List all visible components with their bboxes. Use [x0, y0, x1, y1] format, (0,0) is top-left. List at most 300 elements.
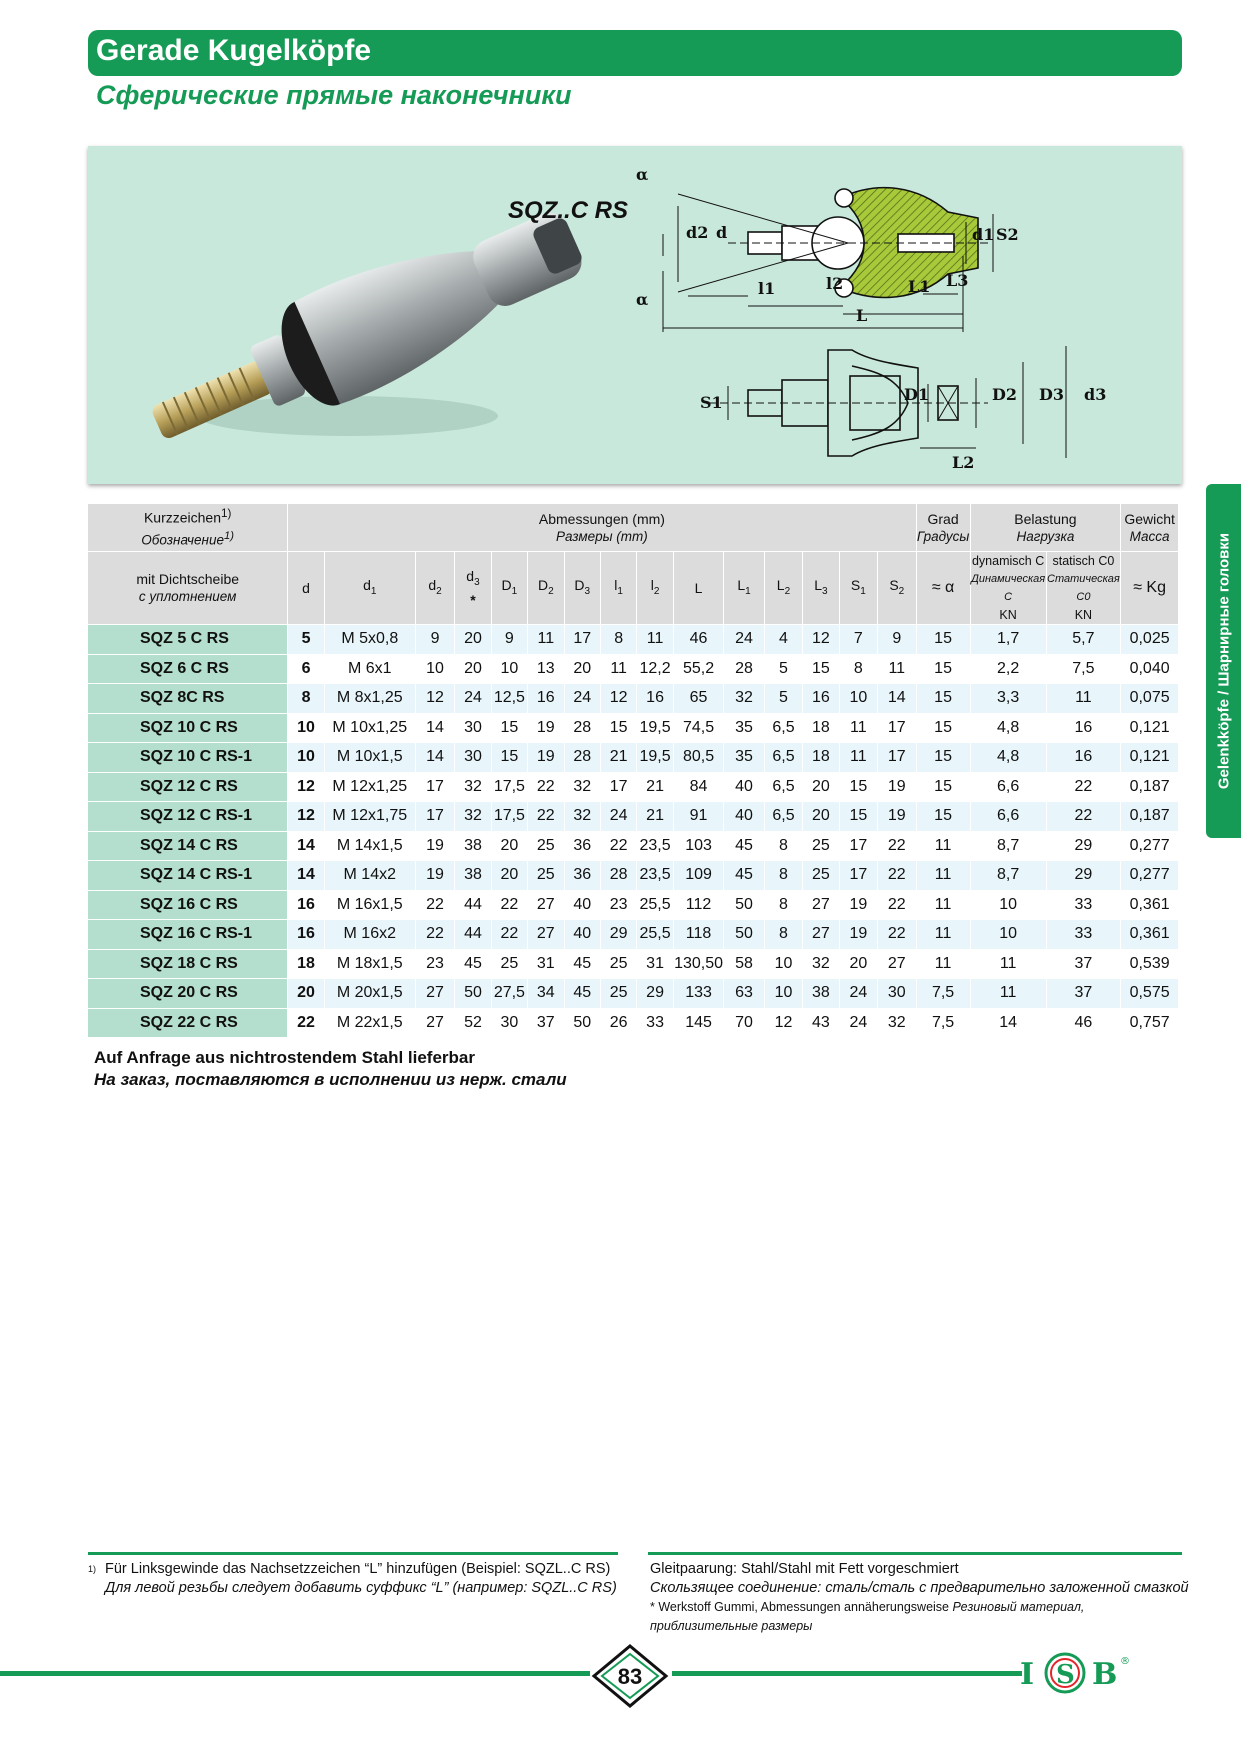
cell-S2: 19: [878, 802, 916, 832]
cell-code: SQZ 22 C RS: [88, 1009, 288, 1039]
cell-d: 8: [288, 684, 324, 714]
side-tab-label: Gelenkköpfe / Шарнирные головки: [1215, 532, 1232, 790]
cell-alpha: 15: [917, 773, 971, 803]
cell-S1: 19: [840, 891, 878, 921]
cell-d1: M 20x1,5: [325, 979, 416, 1009]
footnote-left-ru: Для левой резьбы следует добавить суффикс “L” (например: SQZL..C RS): [105, 1580, 617, 1596]
cell-dynamic: 6,6: [971, 802, 1047, 832]
cell-D2: 34: [528, 979, 564, 1009]
cell-S2: 14: [878, 684, 916, 714]
cell-d3: 50: [455, 979, 491, 1009]
cell-L1: 28: [724, 655, 764, 685]
col-l2: $l_2$: [637, 552, 673, 625]
cell-l1: 17: [601, 773, 637, 803]
col-kg: ≈ Kg: [1121, 552, 1179, 625]
cell-S2: 9: [878, 625, 916, 655]
cell-l1: 26: [601, 1009, 637, 1039]
bottom-bar-left: [0, 1671, 590, 1676]
stainless-note-de: Auf Anfrage aus nichtrostendem Stahl lieferbar: [94, 1048, 475, 1067]
col-d: d: [288, 552, 324, 625]
cell-L1: 58: [724, 950, 764, 980]
header-grad: Grad Градусы: [917, 504, 971, 552]
cell-dynamic: 10: [971, 920, 1047, 950]
svg-text:®: ®: [1120, 1656, 1130, 1667]
cell-code: SQZ 10 C RS: [88, 714, 288, 744]
footnote-marker: 1): [88, 1564, 97, 1574]
cell-S1: 24: [840, 1009, 878, 1039]
cell-D3: 40: [565, 891, 601, 921]
cell-d3: 38: [455, 832, 491, 862]
header-abmessungen: Abmessungen (mm) Размеры (mm): [288, 504, 916, 552]
cell-L: 80,5: [674, 743, 725, 773]
table-row: [88, 1009, 1179, 1039]
cell-d2: 19: [416, 861, 455, 891]
dim-d: d: [716, 223, 728, 242]
footnote-right: [650, 1560, 1190, 1636]
cell-L2: 6,5: [765, 714, 803, 744]
col-alpha: ≈ α: [917, 552, 971, 625]
cell-D3: 50: [565, 1009, 601, 1039]
cell-l2: 12,2: [637, 655, 673, 685]
table-row: [88, 950, 1179, 980]
cell-code: SQZ 14 C RS-1: [88, 861, 288, 891]
svg-text:I: I: [1020, 1657, 1035, 1692]
cell-d1: M 18x1,5: [325, 950, 416, 980]
cell-S2: 22: [878, 832, 916, 862]
dim-d2: d2: [686, 223, 709, 242]
cell-alpha: 15: [917, 655, 971, 685]
product-photo: [134, 186, 597, 476]
cell-d3: 44: [455, 891, 491, 921]
cell-L: 46: [674, 625, 725, 655]
cell-l2: 19,5: [637, 743, 673, 773]
cell-l2: 25,5: [637, 891, 673, 921]
dim-S1: S1: [700, 393, 723, 412]
cell-static: 33: [1047, 891, 1122, 921]
cell-L3: 18: [803, 714, 839, 744]
cell-d: 5: [288, 625, 324, 655]
col-L2: $L_2$: [765, 552, 803, 625]
cell-d2: 10: [416, 655, 455, 685]
cell-static: 29: [1047, 861, 1122, 891]
cell-L2: 8: [765, 861, 803, 891]
cell-d2: 17: [416, 802, 455, 832]
cell-code: SQZ 6 C RS: [88, 655, 288, 685]
cell-L: 91: [674, 802, 725, 832]
col-S1: $S_1$: [840, 552, 878, 625]
cell-static: 33: [1047, 920, 1122, 950]
cell-L3: 43: [803, 1009, 839, 1039]
dim-S2: S2: [996, 225, 1019, 244]
cell-S1: 17: [840, 832, 878, 862]
cell-d1: M 5x0,8: [325, 625, 416, 655]
cell-L3: 25: [803, 832, 839, 862]
cell-kg: 0,040: [1121, 655, 1179, 685]
cell-S1: 10: [840, 684, 878, 714]
cell-D2: 27: [528, 891, 564, 921]
cell-code: SQZ 14 C RS: [88, 832, 288, 862]
cell-d1: M 22x1,5: [325, 1009, 416, 1039]
cell-D1: 15: [492, 714, 528, 744]
cell-alpha: 15: [917, 714, 971, 744]
cell-d1: M 12x1,75: [325, 802, 416, 832]
col-dynamic: dynamisch C Динамическая C KN: [971, 552, 1047, 625]
cell-D1: 25: [492, 950, 528, 980]
cell-L2: 8: [765, 891, 803, 921]
cell-l2: 21: [637, 773, 673, 803]
cell-d3: 38: [455, 861, 491, 891]
cell-S1: 17: [840, 861, 878, 891]
cell-code: SQZ 16 C RS: [88, 891, 288, 921]
cell-l1: 23: [601, 891, 637, 921]
cell-d: 14: [288, 832, 324, 862]
cell-D3: 45: [565, 950, 601, 980]
cell-D3: 36: [565, 832, 601, 862]
col-static: statisch C0 Статическая C0 KN: [1047, 552, 1122, 625]
cell-d3: 30: [455, 714, 491, 744]
cell-d1: M 14x2: [325, 861, 416, 891]
cell-static: 22: [1047, 773, 1122, 803]
cell-d1: M 10x1,25: [325, 714, 416, 744]
cell-d: 12: [288, 773, 324, 803]
cell-D3: 28: [565, 743, 601, 773]
cell-dynamic: 2,2: [971, 655, 1047, 685]
cell-kg: 0,361: [1121, 920, 1179, 950]
model-label: SQZ..C RS: [508, 197, 629, 224]
cell-D1: 9: [492, 625, 528, 655]
cell-d: 20: [288, 979, 324, 1009]
col-D1: $D_1$: [492, 552, 528, 625]
cell-dynamic: 11: [971, 950, 1047, 980]
cell-kg: 0,361: [1121, 891, 1179, 921]
table-row: [88, 773, 1179, 803]
cell-L1: 50: [724, 891, 764, 921]
cell-d2: 19: [416, 832, 455, 862]
cell-L3: 32: [803, 950, 839, 980]
header-dichtscheibe: mit Dichtscheibe с уплотнением: [88, 552, 288, 625]
col-l1: $l_1$: [601, 552, 637, 625]
dim-L: L: [856, 306, 868, 325]
cell-alpha: 11: [917, 861, 971, 891]
cell-d3: 30: [455, 743, 491, 773]
cell-l2: 19,5: [637, 714, 673, 744]
cell-d: 12: [288, 802, 324, 832]
cell-d2: 23: [416, 950, 455, 980]
table-row: [88, 891, 1179, 921]
cell-D3: 32: [565, 773, 601, 803]
cell-D3: 17: [565, 625, 601, 655]
footnote-star: * Werkstoff Gummi, Abmessungen annäherungsweise Резиновый материал, приблизительные размеры: [650, 1600, 1085, 1633]
cell-static: 29: [1047, 832, 1122, 862]
cell-kg: 0,277: [1121, 861, 1179, 891]
cell-S1: 24: [840, 979, 878, 1009]
cell-D3: 28: [565, 714, 601, 744]
cell-D2: 19: [528, 743, 564, 773]
cell-d: 22: [288, 1009, 324, 1039]
cell-alpha: 11: [917, 891, 971, 921]
col-D2: $D_2$: [528, 552, 564, 625]
cell-D2: 37: [528, 1009, 564, 1039]
cell-kg: 0,121: [1121, 714, 1179, 744]
cell-L1: 45: [724, 832, 764, 862]
cell-L: 109: [674, 861, 725, 891]
svg-text:S: S: [1056, 1660, 1075, 1690]
cell-l1: 25: [601, 979, 637, 1009]
cell-d3: 32: [455, 802, 491, 832]
col-D3: $D_3$: [565, 552, 601, 625]
cell-static: 11: [1047, 684, 1122, 714]
cell-d: 18: [288, 950, 324, 980]
cell-alpha: 15: [917, 625, 971, 655]
dim-D1: D1: [904, 385, 930, 404]
cell-L1: 40: [724, 802, 764, 832]
cell-dynamic: 8,7: [971, 861, 1047, 891]
cell-S2: 32: [878, 1009, 916, 1039]
cell-kg: 0,121: [1121, 743, 1179, 773]
cell-kg: 0,277: [1121, 832, 1179, 862]
cell-code: SQZ 8C RS: [88, 684, 288, 714]
cell-L: 65: [674, 684, 725, 714]
col-L3: $L_3$: [803, 552, 839, 625]
cell-D2: 27: [528, 920, 564, 950]
cell-D3: 45: [565, 979, 601, 1009]
dim-D2: D2: [992, 385, 1018, 404]
cell-kg: 0,025: [1121, 625, 1179, 655]
cell-d1: M 16x1,5: [325, 891, 416, 921]
cell-d: 14: [288, 861, 324, 891]
cell-dynamic: 6,6: [971, 773, 1047, 803]
cell-S1: 15: [840, 802, 878, 832]
dim-d3: d3: [1084, 385, 1107, 404]
cell-static: 16: [1047, 743, 1122, 773]
cell-d1: M 12x1,25: [325, 773, 416, 803]
cell-D3: 36: [565, 861, 601, 891]
cell-D1: 17,5: [492, 773, 528, 803]
header-gewicht: Gewicht Масса: [1121, 504, 1179, 552]
alpha-label-top: α: [636, 165, 649, 184]
cell-l1: 29: [601, 920, 637, 950]
spec-table-body: [88, 625, 1179, 1038]
cell-D1: 22: [492, 920, 528, 950]
cell-D2: 11: [528, 625, 564, 655]
cell-l1: 24: [601, 802, 637, 832]
cell-l1: 11: [601, 655, 637, 685]
cell-S1: 11: [840, 714, 878, 744]
cell-d2: 27: [416, 979, 455, 1009]
cell-d3: 20: [455, 655, 491, 685]
table-row: [88, 979, 1179, 1009]
cell-code: SQZ 20 C RS: [88, 979, 288, 1009]
cell-d2: 27: [416, 1009, 455, 1039]
cell-L2: 5: [765, 684, 803, 714]
cell-S2: 22: [878, 920, 916, 950]
cell-code: SQZ 5 C RS: [88, 625, 288, 655]
cell-d2: 17: [416, 773, 455, 803]
cell-dynamic: 4,8: [971, 714, 1047, 744]
cell-l1: 15: [601, 714, 637, 744]
cell-code: SQZ 16 C RS-1: [88, 920, 288, 950]
cell-code: SQZ 12 C RS: [88, 773, 288, 803]
cell-L3: 20: [803, 773, 839, 803]
cell-L2: 6,5: [765, 743, 803, 773]
dim-L2: L2: [952, 453, 975, 472]
cell-S1: 19: [840, 920, 878, 950]
cell-d3: 20: [455, 625, 491, 655]
cell-S1: 11: [840, 743, 878, 773]
cell-D2: 25: [528, 832, 564, 862]
dim-d1: d1: [972, 225, 995, 244]
cell-L1: 24: [724, 625, 764, 655]
cell-L: 145: [674, 1009, 725, 1039]
cell-static: 37: [1047, 950, 1122, 980]
cell-alpha: 11: [917, 920, 971, 950]
cell-L2: 10: [765, 950, 803, 980]
cell-S2: 22: [878, 891, 916, 921]
col-d3: $d_3$ *: [455, 552, 491, 625]
footnote-left-de: Für Linksgewinde das Nachsetzzeichen “L” hinzufügen (Beispiel: SQZL..C RS): [105, 1561, 611, 1577]
page-number: 83: [617, 1664, 643, 1689]
cell-D2: 22: [528, 773, 564, 803]
spec-table: [88, 504, 1179, 1038]
col-L1: $L_1$: [724, 552, 764, 625]
cell-l2: 31: [637, 950, 673, 980]
cell-L: 103: [674, 832, 725, 862]
cell-L: 118: [674, 920, 725, 950]
header-kurzzeichen: Kurzzeichen$^{1)}$ Обозначение$^{1)}$: [88, 504, 288, 552]
table-row: [88, 861, 1179, 891]
cell-L1: 63: [724, 979, 764, 1009]
cell-D1: 22: [492, 891, 528, 921]
cell-alpha: 15: [917, 684, 971, 714]
cell-S2: 19: [878, 773, 916, 803]
cell-alpha: 15: [917, 743, 971, 773]
cell-L2: 6,5: [765, 773, 803, 803]
cell-alpha: 11: [917, 950, 971, 980]
stainless-note-ru: На заказ, поставляются в исполнении из нерж. стали: [94, 1070, 567, 1089]
cell-D2: 13: [528, 655, 564, 685]
cell-D2: 25: [528, 861, 564, 891]
cell-L: 74,5: [674, 714, 725, 744]
cell-D1: 27,5: [492, 979, 528, 1009]
cell-d3: 52: [455, 1009, 491, 1039]
cell-D3: 40: [565, 920, 601, 950]
cell-dynamic: 4,8: [971, 743, 1047, 773]
cell-l2: 29: [637, 979, 673, 1009]
cell-code: SQZ 18 C RS: [88, 950, 288, 980]
footnote-left: [105, 1560, 625, 1598]
cell-D3: 32: [565, 802, 601, 832]
cell-D1: 30: [492, 1009, 528, 1039]
cell-L2: 12: [765, 1009, 803, 1039]
cell-S2: 30: [878, 979, 916, 1009]
footnote-right-ru: Скользящее соединение: сталь/сталь с предварительно заложенной смазкой: [650, 1580, 1189, 1596]
cell-static: 16: [1047, 714, 1122, 744]
cell-d1: M 14x1,5: [325, 832, 416, 862]
dim-D3: D3: [1039, 385, 1065, 404]
dim-L1: L1: [908, 277, 931, 296]
cell-dynamic: 10: [971, 891, 1047, 921]
cell-d: 6: [288, 655, 324, 685]
cell-kg: 0,187: [1121, 773, 1179, 803]
cell-d2: 22: [416, 920, 455, 950]
cell-dynamic: 14: [971, 1009, 1047, 1039]
table-row: [88, 802, 1179, 832]
cell-L1: 45: [724, 861, 764, 891]
dim-l1: l1: [758, 279, 776, 298]
cell-S2: 17: [878, 714, 916, 744]
cell-d: 10: [288, 743, 324, 773]
cell-d: 10: [288, 714, 324, 744]
cell-D2: 31: [528, 950, 564, 980]
cell-L2: 5: [765, 655, 803, 685]
bottom-bar-right: [672, 1671, 1022, 1676]
footnote-divider-right: [648, 1552, 1182, 1555]
cell-kg: 0,075: [1121, 684, 1179, 714]
cell-l1: 28: [601, 861, 637, 891]
isb-logo: [1020, 1650, 1140, 1701]
cell-L2: 8: [765, 920, 803, 950]
cell-L3: 25: [803, 861, 839, 891]
cell-d: 16: [288, 920, 324, 950]
cell-kg: 0,757: [1121, 1009, 1179, 1039]
cell-L2: 6,5: [765, 802, 803, 832]
cell-D2: 19: [528, 714, 564, 744]
cell-D1: 10: [492, 655, 528, 685]
cell-d1: M 8x1,25: [325, 684, 416, 714]
cell-D2: 22: [528, 802, 564, 832]
cell-dynamic: 1,7: [971, 625, 1047, 655]
cell-static: 46: [1047, 1009, 1122, 1039]
cell-alpha: 11: [917, 832, 971, 862]
cell-L1: 35: [724, 714, 764, 744]
cell-l1: 22: [601, 832, 637, 862]
cell-L3: 15: [803, 655, 839, 685]
cell-d3: 32: [455, 773, 491, 803]
cell-l2: 23,5: [637, 861, 673, 891]
cell-L2: 10: [765, 979, 803, 1009]
product-figure: [88, 146, 1182, 484]
cell-D1: 12,5: [492, 684, 528, 714]
dim-L3: L3: [946, 271, 969, 290]
cell-D1: 20: [492, 861, 528, 891]
cell-kg: 0,575: [1121, 979, 1179, 1009]
cell-D1: 20: [492, 832, 528, 862]
cell-L: 130,50: [674, 950, 725, 980]
cell-L3: 20: [803, 802, 839, 832]
cell-D1: 17,5: [492, 802, 528, 832]
cell-L: 112: [674, 891, 725, 921]
cell-d2: 9: [416, 625, 455, 655]
cell-l2: 33: [637, 1009, 673, 1039]
col-L: L: [674, 552, 725, 625]
svg-text:B: B: [1092, 1657, 1118, 1692]
cell-L3: 38: [803, 979, 839, 1009]
table-row: [88, 625, 1179, 655]
cell-L: 84: [674, 773, 725, 803]
section-drawing: [663, 188, 993, 332]
cell-S1: 15: [840, 773, 878, 803]
cell-static: 7,5: [1047, 655, 1122, 685]
cell-S2: 27: [878, 950, 916, 980]
cell-dynamic: 3,3: [971, 684, 1047, 714]
cell-L3: 18: [803, 743, 839, 773]
cell-d3: 24: [455, 684, 491, 714]
col-d2: $d_2$: [416, 552, 455, 625]
cell-L3: 12: [803, 625, 839, 655]
header-belastung: Belastung Нагрузка: [971, 504, 1122, 552]
cell-d2: 14: [416, 743, 455, 773]
cell-D2: 16: [528, 684, 564, 714]
